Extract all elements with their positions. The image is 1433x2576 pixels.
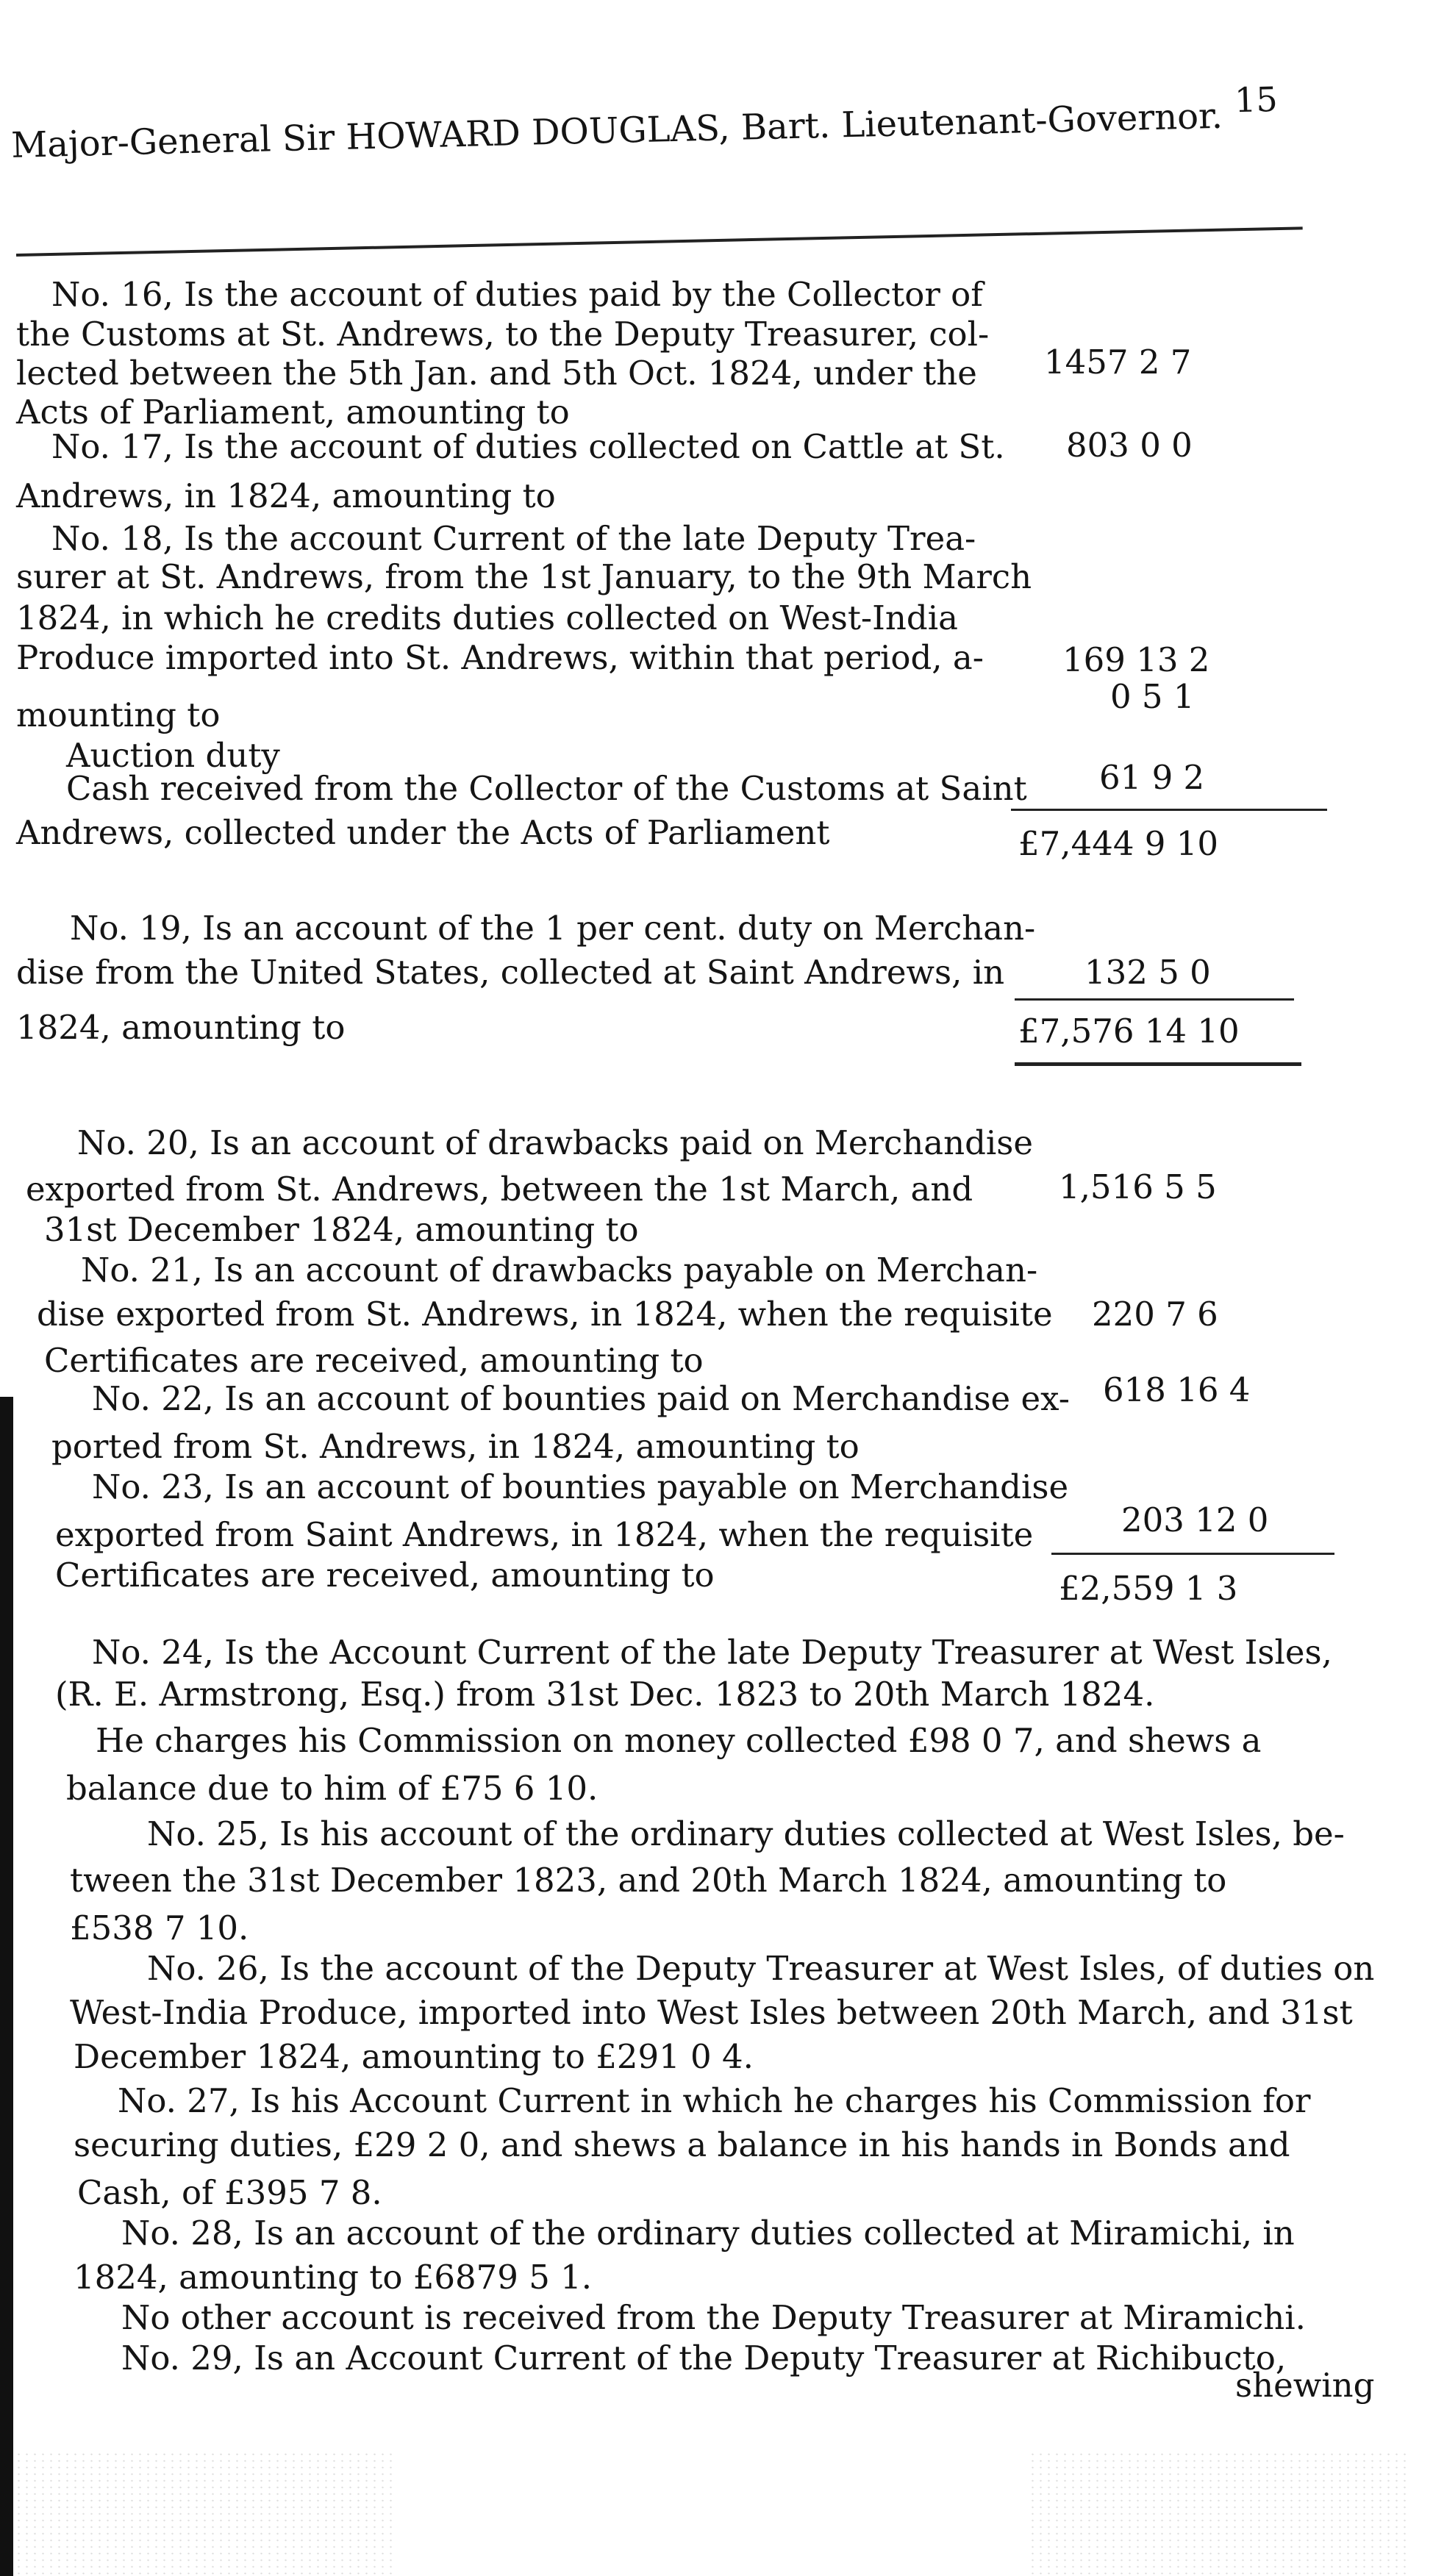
text-line: (R. E. Armstrong, Esq.) from 31st Dec. 1823 to 20th March 1824.	[55, 1675, 1155, 1714]
sum-rule	[1011, 809, 1327, 811]
text-line: lected between the 5th Jan. and 5th Oct. 1824, under the	[16, 354, 977, 393]
text-line: exported from St. Andrews, between the 1st March, and	[26, 1170, 973, 1209]
text-line: No. 20, Is an account of drawbacks paid on Merchandise	[77, 1123, 1033, 1162]
text-line: No. 18, Is the account Current of the late Deputy Trea-	[51, 519, 976, 558]
scan-noise	[1029, 2451, 1411, 2576]
text-line: tween the 31st December 1823, and 20th March 1824, amounting to	[70, 1861, 1227, 1900]
amount: 61 9 2	[1099, 758, 1205, 797]
text-line: the Customs at St. Andrews, to the Deputy Treasurer, col-	[16, 315, 990, 354]
header-rule	[16, 226, 1303, 257]
text-line: Auction duty	[66, 736, 280, 775]
text-line: No. 19, Is an account of the 1 per cent. duty on Merchan-	[70, 909, 1036, 948]
double-rule	[1015, 1062, 1301, 1066]
text-line: No. 26, Is the account of the Deputy Treasurer at West Isles, of duties on	[147, 1949, 1375, 1988]
text-line: Certificates are received, amounting to	[44, 1341, 704, 1380]
text-line: Certificates are received, amounting to	[55, 1556, 715, 1595]
text-line: No other account is received from the Deputy Treasurer at Miramichi.	[121, 2298, 1306, 2337]
text-line: Produce imported into St. Andrews, within that period, a-	[16, 638, 984, 677]
text-line: £538 7 10.	[70, 1908, 249, 1947]
amount: 1,516 5 5	[1059, 1167, 1217, 1206]
text-line: exported from Saint Andrews, in 1824, when the requisite	[55, 1515, 1034, 1554]
amount: 0 5 1	[1110, 677, 1195, 716]
text-line: securing duties, £29 2 0, and shews a balance in his hands in Bonds and	[74, 2125, 1290, 2164]
text-line: 31st December 1824, amounting to	[44, 1210, 639, 1249]
text-line: 1824, amounting to £6879 5 1.	[74, 2258, 593, 2297]
amount: 203 12 0	[1121, 1500, 1269, 1539]
text-line: Andrews, collected under the Acts of Parliament	[16, 813, 830, 852]
text-line: Cash received from the Collector of the Customs at Saint	[66, 769, 1027, 808]
text-line: December 1824, amounting to £291 0 4.	[74, 2037, 754, 2076]
text-line: 1824, in which he credits duties collected on West-India	[16, 598, 958, 637]
text-line: No. 28, Is an account of the ordinary duties collected at Miramichi, in	[121, 2214, 1295, 2253]
text-line: No. 27, Is his Account Current in which he charges his Commission for	[118, 2081, 1311, 2120]
sum-rule	[1015, 998, 1294, 1001]
text-line: ported from St. Andrews, in 1824, amounting to	[51, 1427, 860, 1466]
amount: 803 0 0	[1066, 426, 1193, 465]
scan-noise	[15, 2451, 397, 2576]
text-line: He charges his Commission on money collected £98 0 7, and shews a	[96, 1721, 1262, 1760]
text-line: No. 24, Is the Account Current of the late Deputy Treasurer at West Isles,	[92, 1633, 1332, 1672]
catchword: shewing	[1235, 2366, 1375, 2405]
text-line: No. 21, Is an account of drawbacks payable on Merchan-	[81, 1251, 1038, 1289]
text-line: No. 22, Is an account of bounties paid on Merchandise ex-	[92, 1379, 1070, 1418]
text-line: Acts of Parliament, amounting to	[16, 393, 570, 432]
text-line: No. 17, Is the account of duties collected on Cattle at St.	[51, 427, 1005, 466]
text-line: dise from the United States, collected at Saint Andrews, in	[16, 953, 1005, 992]
text-line: surer at St. Andrews, from the 1st January, to the 9th March	[16, 557, 1032, 596]
amount: 220 7 6	[1092, 1295, 1218, 1334]
running-header	[10, 79, 1279, 176]
text-line: No. 16, Is the account of duties paid by the Collector of	[51, 275, 983, 314]
text-line: No. 25, Is his account of the ordinary duties collected at West Isles, be-	[147, 1814, 1345, 1853]
amount: 618 16 4	[1103, 1370, 1251, 1409]
text-line: Cash, of £395 7 8.	[77, 2173, 382, 2212]
text-line: 1824, amounting to	[16, 1008, 346, 1047]
amount: 169 13 2	[1062, 640, 1210, 679]
amount: 1457 2 7	[1044, 343, 1192, 382]
text-line: West-India Produce, imported into West Isles between 20th March, and 31st	[70, 1993, 1353, 2032]
subtotal-amount: £7,576 14 10	[1018, 1012, 1240, 1051]
amount: 132 5 0	[1084, 953, 1211, 992]
text-line: mounting to	[16, 695, 221, 734]
scan-edge-shadow	[0, 1397, 13, 2576]
header-title: Major-General Sir HOWARD DOUGLAS, Bart. Lieutenant-Governor.	[10, 95, 1223, 166]
text-line: No. 29, Is an Account Current of the Deputy Treasurer at Richibucto,	[121, 2339, 1287, 2378]
text-line: Andrews, in 1824, amounting to	[16, 476, 556, 515]
sum-rule	[1051, 1553, 1334, 1555]
page-number: 15	[1234, 79, 1279, 121]
subtotal-amount: £2,559 1 3	[1059, 1569, 1238, 1608]
text-line: balance due to him of £75 6 10.	[66, 1769, 598, 1808]
text-line: No. 23, Is an account of bounties payable on Merchandise	[92, 1467, 1069, 1506]
subtotal-amount: £7,444 9 10	[1018, 824, 1218, 863]
text-line: dise exported from St. Andrews, in 1824, when the requisite	[37, 1295, 1053, 1334]
